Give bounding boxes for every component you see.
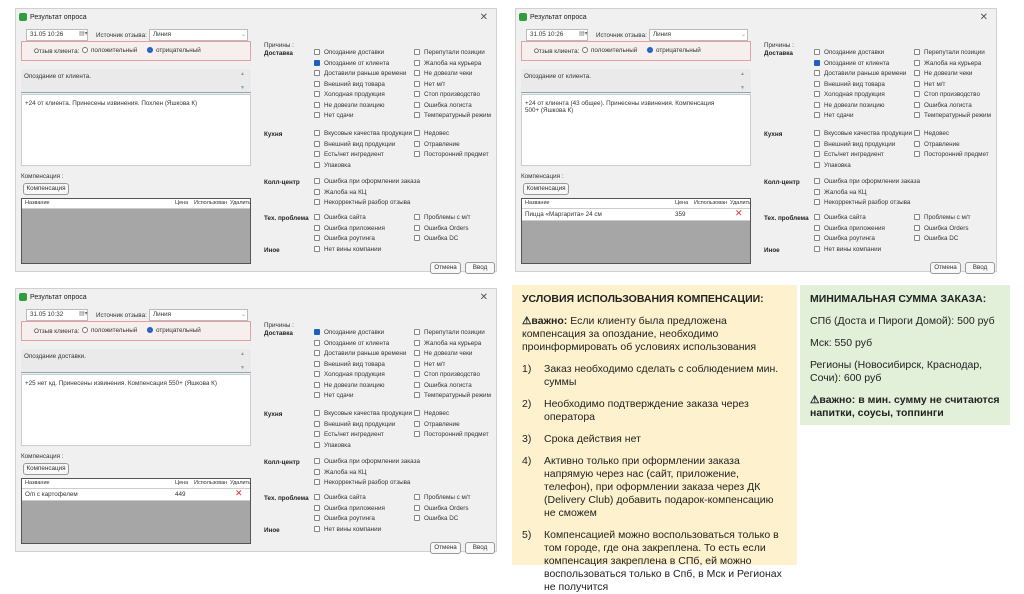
close-icon[interactable]: ✕	[979, 12, 988, 23]
reason-checkbox[interactable]: Внешний вид продукции	[314, 421, 395, 428]
reasons-title: Причины :	[764, 42, 794, 49]
reason-checkbox[interactable]: Некорректный разбор отзыва	[314, 479, 410, 486]
reason-checkbox[interactable]: Опоздание доставки	[814, 49, 884, 56]
compensation-button[interactable]: Компенсация	[23, 463, 69, 475]
reasons-title: Причины :	[264, 322, 294, 329]
dialog-title: Результат опроса	[530, 14, 587, 21]
min-order-line: Регионы (Новосибирск, Краснодар, Сочи): 600 руб	[810, 359, 983, 384]
reason-checkbox[interactable]: Перепутали позиции	[414, 329, 485, 336]
reason-checkbox[interactable]: Не довезли чеки	[414, 70, 472, 77]
reason-checkbox[interactable]: Жалоба на КЦ	[314, 189, 366, 196]
compensation-button[interactable]: Компенсация	[23, 183, 69, 195]
reason-checkbox[interactable]: Внешний вид товара	[314, 81, 385, 88]
reason-group-label: Кухня	[764, 131, 783, 138]
item-price: 449	[175, 491, 186, 498]
reason-checkbox[interactable]: Упаковка	[314, 162, 351, 169]
reason-group-label: Колл-центр	[264, 459, 300, 466]
reason-checkbox[interactable]: Доставили раньше времени	[314, 350, 406, 357]
compensation-table	[521, 198, 751, 264]
reason-checkbox[interactable]: Недовес	[414, 410, 449, 417]
reason-checkbox[interactable]: Отравление	[414, 141, 460, 148]
compensation-table	[21, 198, 251, 264]
scroll-down-icon[interactable]: ▼	[240, 85, 245, 91]
reason-field[interactable]: Опоздание от клиента.	[521, 69, 751, 93]
column-header: Удалить	[230, 200, 251, 206]
reason-checkbox[interactable]: Ошибка логиста	[414, 382, 472, 389]
close-icon[interactable]: ✕	[479, 12, 488, 23]
calendar-icon[interactable]: ▤▾	[79, 311, 88, 317]
survey-result-dialog	[15, 8, 497, 272]
min-order-title: МИНИМАЛЬНАЯ СУММА ЗАКАЗА:	[810, 293, 987, 305]
reason-group-label: Кухня	[264, 131, 283, 138]
reason-checkbox[interactable]: Недовес	[414, 130, 449, 137]
item-name: Пицца «Маргарита» 24 см	[525, 211, 602, 218]
reason-checkbox[interactable]: Внешний вид товара	[814, 81, 885, 88]
item-price: 359	[675, 211, 686, 218]
reason-checkbox[interactable]: Ошибка Orders	[914, 225, 968, 232]
delete-icon[interactable]: ✕	[235, 488, 243, 498]
reason-checkbox[interactable]: Упаковка	[314, 442, 351, 449]
reason-checkbox[interactable]: Ошибка DC	[914, 235, 958, 242]
reason-checkbox[interactable]: Отравление	[914, 141, 960, 148]
reason-checkbox[interactable]: Упаковка	[814, 162, 851, 169]
reason-checkbox[interactable]: Ошибка сайта	[814, 214, 866, 221]
radio-positive[interactable]: положительный	[82, 47, 137, 54]
reason-group-label: Тех. проблема	[764, 215, 809, 222]
reason-checkbox[interactable]: Нет м/т	[914, 81, 945, 88]
reason-checkbox[interactable]: Жалоба на КЦ	[814, 189, 866, 196]
scroll-down-icon[interactable]: ▼	[240, 365, 245, 371]
reason-checkbox[interactable]: Посторонний предмет	[414, 431, 489, 438]
table-header	[22, 479, 250, 489]
comment-textarea[interactable]: +25 нет кд. Принесены извинения. Компенсация 550+ (Яшкова К)	[21, 374, 251, 446]
reason-group-label: Тех. проблема	[264, 215, 309, 222]
min-order-line: СПб (Доста и Пироги Домой): 500 руб	[810, 315, 995, 327]
reason-checkbox[interactable]: Опоздание доставки	[314, 49, 384, 56]
reason-checkbox[interactable]: Холодная продукция	[314, 91, 385, 98]
condition-item: 5) Компенсацией можно воспользоваться только в том городе, где она закреплена. То есть если компенсация закреплена в СПб, ей можно воспользоваться только в Спб, в Мск и Регионах не получится	[522, 529, 782, 593]
conditions-list	[522, 363, 787, 594]
reason-field[interactable]: Опоздание от клиента.	[21, 69, 251, 93]
warning-icon: ⚠	[810, 394, 820, 406]
column-header: Использован	[194, 480, 228, 486]
feedback-row	[21, 321, 251, 341]
reason-checkbox[interactable]: Нет сдачи	[314, 392, 353, 399]
cancel-button[interactable]: Отмена	[930, 262, 961, 274]
radio-negative[interactable]: отрицательный	[147, 327, 201, 334]
radio-positive[interactable]: положительный	[582, 47, 637, 54]
reason-checkbox[interactable]: Холодная продукция	[314, 371, 385, 378]
item-name: О/п с картофелем	[25, 491, 78, 498]
date-time-picker[interactable]: 31.05 10:26	[526, 29, 588, 41]
reason-group-label: Колл-центр	[764, 179, 800, 186]
reason-checkbox[interactable]: Не довезли чеки	[914, 70, 972, 77]
reason-checkbox[interactable]: Проблемы с м/т	[414, 214, 471, 221]
app-icon	[519, 13, 527, 21]
column-header: Использован	[694, 200, 728, 206]
reason-group-label: Доставка	[264, 330, 293, 337]
table-row[interactable]	[522, 209, 750, 221]
table-row[interactable]	[22, 489, 250, 501]
reason-checkbox[interactable]: Некорректный разбор отзыва	[314, 199, 410, 206]
reason-checkbox[interactable]: Ошибка логиста	[914, 102, 972, 109]
reason-checkbox[interactable]: Перепутали позиции	[914, 49, 985, 56]
reason-checkbox[interactable]: Жалоба на курьера	[414, 60, 481, 67]
app-icon	[19, 13, 27, 21]
reason-checkbox[interactable]: Температурный режим	[414, 392, 491, 399]
reason-checkbox[interactable]: Опоздание доставки	[314, 329, 384, 336]
reason-checkbox[interactable]: Есть/нет ингредиент	[314, 151, 384, 158]
reason-checkbox[interactable]: Стоп производство	[914, 91, 980, 98]
conditions-important: ⚠важно: Если клиенту была предложена компенсация за опоздание, необходимо проинформировать об условиях использования	[522, 315, 757, 353]
reason-checkbox[interactable]: Ошибка Orders	[414, 505, 468, 512]
calendar-icon[interactable]: ▤▾	[579, 31, 588, 37]
reason-checkbox[interactable]: Есть/нет ингредиент	[314, 431, 384, 438]
feedback-label: Отзыв клиента:	[34, 328, 80, 335]
ok-button[interactable]: Ввод	[965, 262, 995, 274]
comment-textarea[interactable]: +24 от клиента. Принесены извинения. Похлен (Яшкова К)	[21, 94, 251, 166]
comment-textarea[interactable]: +24 от клиента (43 общее). Принесены извинения. Компенсация 500+ (Яшкова К)	[521, 94, 751, 166]
reason-checkbox[interactable]: Посторонний предмет	[414, 151, 489, 158]
column-header: Цена	[675, 200, 689, 206]
radio-positive[interactable]: положительный	[82, 327, 137, 334]
feedback-label: Отзыв клиента:	[534, 48, 580, 55]
reason-checkbox[interactable]: Внешний вид товара	[314, 361, 385, 368]
reason-checkbox[interactable]: Вкусовые качества продукции	[314, 410, 412, 417]
reason-checkbox[interactable]: Стоп производство	[414, 91, 480, 98]
survey-result-dialog	[515, 8, 997, 272]
min-order-line: Мск: 550 руб	[810, 337, 873, 349]
reason-checkbox[interactable]: Ошибка DC	[414, 515, 458, 522]
column-header: Удалить	[230, 480, 251, 486]
reason-checkbox[interactable]: Нет сдачи	[314, 112, 353, 119]
reason-checkbox[interactable]: Не довезли позицию	[314, 382, 384, 389]
reason-checkbox[interactable]: Нет вины компании	[314, 246, 381, 253]
source-label: Источник отзыва:	[96, 312, 147, 319]
close-icon[interactable]: ✕	[479, 292, 488, 303]
column-header: Цена	[175, 200, 189, 206]
source-select[interactable]: Линия	[149, 29, 248, 41]
reason-group-label: Доставка	[264, 50, 293, 57]
reason-checkbox[interactable]: Вкусовые качества продукции	[314, 130, 412, 137]
reason-field[interactable]: Опоздание доставки.	[21, 349, 251, 373]
reason-checkbox[interactable]: Стоп производство	[414, 371, 480, 378]
reason-checkbox[interactable]: Проблемы с м/т	[414, 494, 471, 501]
reason-checkbox[interactable]: Некорректный разбор отзыва	[814, 199, 910, 206]
reason-checkbox[interactable]: Не довезли чеки	[414, 350, 472, 357]
table-header	[522, 199, 750, 209]
reason-checkbox[interactable]: Отравление	[414, 421, 460, 428]
reason-checkbox[interactable]: Ошибка при оформлении заказа	[314, 458, 420, 465]
conditions-title: УСЛОВИЯ ИСПОЛЬЗОВАНИЯ КОМПЕНСАЦИИ:	[522, 293, 764, 305]
source-select[interactable]: Линия	[649, 29, 748, 41]
reason-checkbox[interactable]: Внешний вид продукции	[814, 141, 895, 148]
reason-checkbox[interactable]: Посторонний предмет	[914, 151, 989, 158]
date-time-picker[interactable]: 31.05 10:26	[26, 29, 88, 41]
min-order-important: ⚠важно: в мин. сумму не считаются напитки, соусы, топпинги	[810, 394, 1000, 419]
reason-checkbox[interactable]: Нет вины компании	[314, 526, 381, 533]
reason-checkbox[interactable]: Нет вины компании	[814, 246, 881, 253]
reason-group-label: Колл-центр	[264, 179, 300, 186]
reason-checkbox[interactable]: Температурный режим	[414, 112, 491, 119]
reason-checkbox[interactable]: Нет м/т	[414, 81, 445, 88]
comp-label: Компенсация :	[521, 173, 564, 180]
compensation-conditions-panel	[512, 285, 797, 593]
reason-checkbox[interactable]: Ошибка приложения	[814, 225, 885, 232]
reason-checkbox[interactable]: Ошибка приложения	[314, 505, 385, 512]
reason-group-label: Иное	[764, 247, 780, 254]
radio-negative[interactable]: отрицательный	[147, 47, 201, 54]
ok-button[interactable]: Ввод	[465, 262, 495, 274]
table-header	[22, 199, 250, 209]
condition-item: 1) Заказ необходимо сделать с соблюдением мин. суммы	[522, 363, 779, 388]
survey-result-dialog	[15, 288, 497, 552]
reason-checkbox[interactable]: Ошибка сайта	[314, 214, 366, 221]
reason-group-label: Иное	[264, 527, 280, 534]
chevron-down-icon[interactable]: ⌄	[241, 312, 247, 318]
reason-checkbox[interactable]: Проблемы с м/т	[914, 214, 971, 221]
dialog-title: Результат опроса	[30, 14, 87, 21]
compensation-table	[21, 478, 251, 544]
condition-item: 4) Активно только при оформлении заказа напрямую через нас (сайт, приложение, телефон), при оформлении заказа через ДК (Delivery Club) добавить подарок-компенсацию не сможем	[522, 455, 774, 519]
reason-checkbox[interactable]: Не довезли позицию	[314, 102, 384, 109]
dialog-title: Результат опроса	[30, 294, 87, 301]
reason-checkbox[interactable]: Нет сдачи	[814, 112, 853, 119]
condition-item: 2) Необходимо подтверждение заказа через оператора	[522, 398, 749, 423]
reasons-title: Причины :	[264, 42, 294, 49]
feedback-row	[21, 41, 251, 61]
column-header: Название	[525, 200, 550, 206]
cancel-button[interactable]: Отмена	[430, 262, 461, 274]
delete-icon[interactable]: ✕	[735, 208, 743, 218]
reason-checkbox[interactable]: Опоздание от клиента	[814, 60, 889, 67]
reason-checkbox[interactable]: Вкусовые качества продукции	[814, 130, 912, 137]
reason-group-label: Доставка	[764, 50, 793, 57]
reason-checkbox[interactable]: Холодная продукция	[814, 91, 885, 98]
date-time-picker[interactable]: 31.05 10:32	[26, 309, 88, 321]
cancel-button[interactable]: Отмена	[430, 542, 461, 554]
scroll-up-icon[interactable]: ▲	[240, 71, 245, 77]
reason-checkbox[interactable]: Опоздание от клиента	[314, 60, 389, 67]
reason-checkbox[interactable]: Ошибка роутинга	[314, 235, 375, 242]
scroll-up-icon[interactable]: ▲	[240, 351, 245, 357]
reason-checkbox[interactable]: Ошибка логиста	[414, 102, 472, 109]
source-select[interactable]: Линия	[149, 309, 248, 321]
reason-checkbox[interactable]: Жалоба на курьера	[914, 60, 981, 67]
radio-negative[interactable]: отрицательный	[647, 47, 701, 54]
warning-icon: ⚠	[522, 315, 532, 327]
column-header: Название	[25, 200, 50, 206]
column-header: Использован	[194, 200, 228, 206]
chevron-down-icon[interactable]: ⌄	[241, 32, 247, 38]
reason-checkbox[interactable]: Температурный режим	[914, 112, 991, 119]
scroll-down-icon[interactable]: ▼	[740, 85, 745, 91]
reason-group-label: Кухня	[264, 411, 283, 418]
comp-label: Компенсация :	[21, 173, 64, 180]
calendar-icon[interactable]: ▤▾	[79, 31, 88, 37]
reason-checkbox[interactable]: Есть/нет ингредиент	[814, 151, 884, 158]
chevron-down-icon[interactable]: ⌄	[741, 32, 747, 38]
column-header: Цена	[175, 480, 189, 486]
condition-item: 3) Срока действия нет	[522, 433, 641, 445]
reason-checkbox[interactable]: Жалоба на КЦ	[314, 469, 366, 476]
app-icon	[19, 293, 27, 301]
reason-checkbox[interactable]: Не довезли позицию	[814, 102, 884, 109]
min-order-panel	[800, 285, 1010, 425]
reason-checkbox[interactable]: Ошибка роутинга	[814, 235, 875, 242]
ok-button[interactable]: Ввод	[465, 542, 495, 554]
reason-checkbox[interactable]: Ошибка при оформлении заказа	[314, 178, 420, 185]
reason-checkbox[interactable]: Ошибка роутинга	[314, 515, 375, 522]
reason-checkbox[interactable]: Ошибка приложения	[314, 225, 385, 232]
reason-checkbox[interactable]: Ошибка при оформлении заказа	[814, 178, 920, 185]
source-label: Источник отзыва:	[96, 32, 147, 39]
reason-checkbox[interactable]: Ошибка DC	[414, 235, 458, 242]
reason-checkbox[interactable]: Ошибка сайта	[314, 494, 366, 501]
reason-checkbox[interactable]: Нет м/т	[414, 361, 445, 368]
reason-checkbox[interactable]: Жалоба на курьера	[414, 340, 481, 347]
reason-checkbox[interactable]: Внешний вид продукции	[314, 141, 395, 148]
compensation-button[interactable]: Компенсация	[523, 183, 569, 195]
reason-checkbox[interactable]: Доставили раньше времени	[314, 70, 406, 77]
reason-checkbox[interactable]: Перепутали позиции	[414, 49, 485, 56]
feedback-row	[521, 41, 751, 61]
scroll-up-icon[interactable]: ▲	[740, 71, 745, 77]
reason-group-label: Тех. проблема	[264, 495, 309, 502]
column-header: Название	[25, 480, 50, 486]
reason-checkbox[interactable]: Ошибка Orders	[414, 225, 468, 232]
feedback-label: Отзыв клиента:	[34, 48, 80, 55]
reason-checkbox[interactable]: Недовес	[914, 130, 949, 137]
comp-label: Компенсация :	[21, 453, 64, 460]
column-header: Удалить	[730, 200, 751, 206]
reason-checkbox[interactable]: Опоздание от клиента	[314, 340, 389, 347]
reason-group-label: Иное	[264, 247, 280, 254]
source-label: Источник отзыва:	[596, 32, 647, 39]
reason-checkbox[interactable]: Доставили раньше времени	[814, 70, 906, 77]
